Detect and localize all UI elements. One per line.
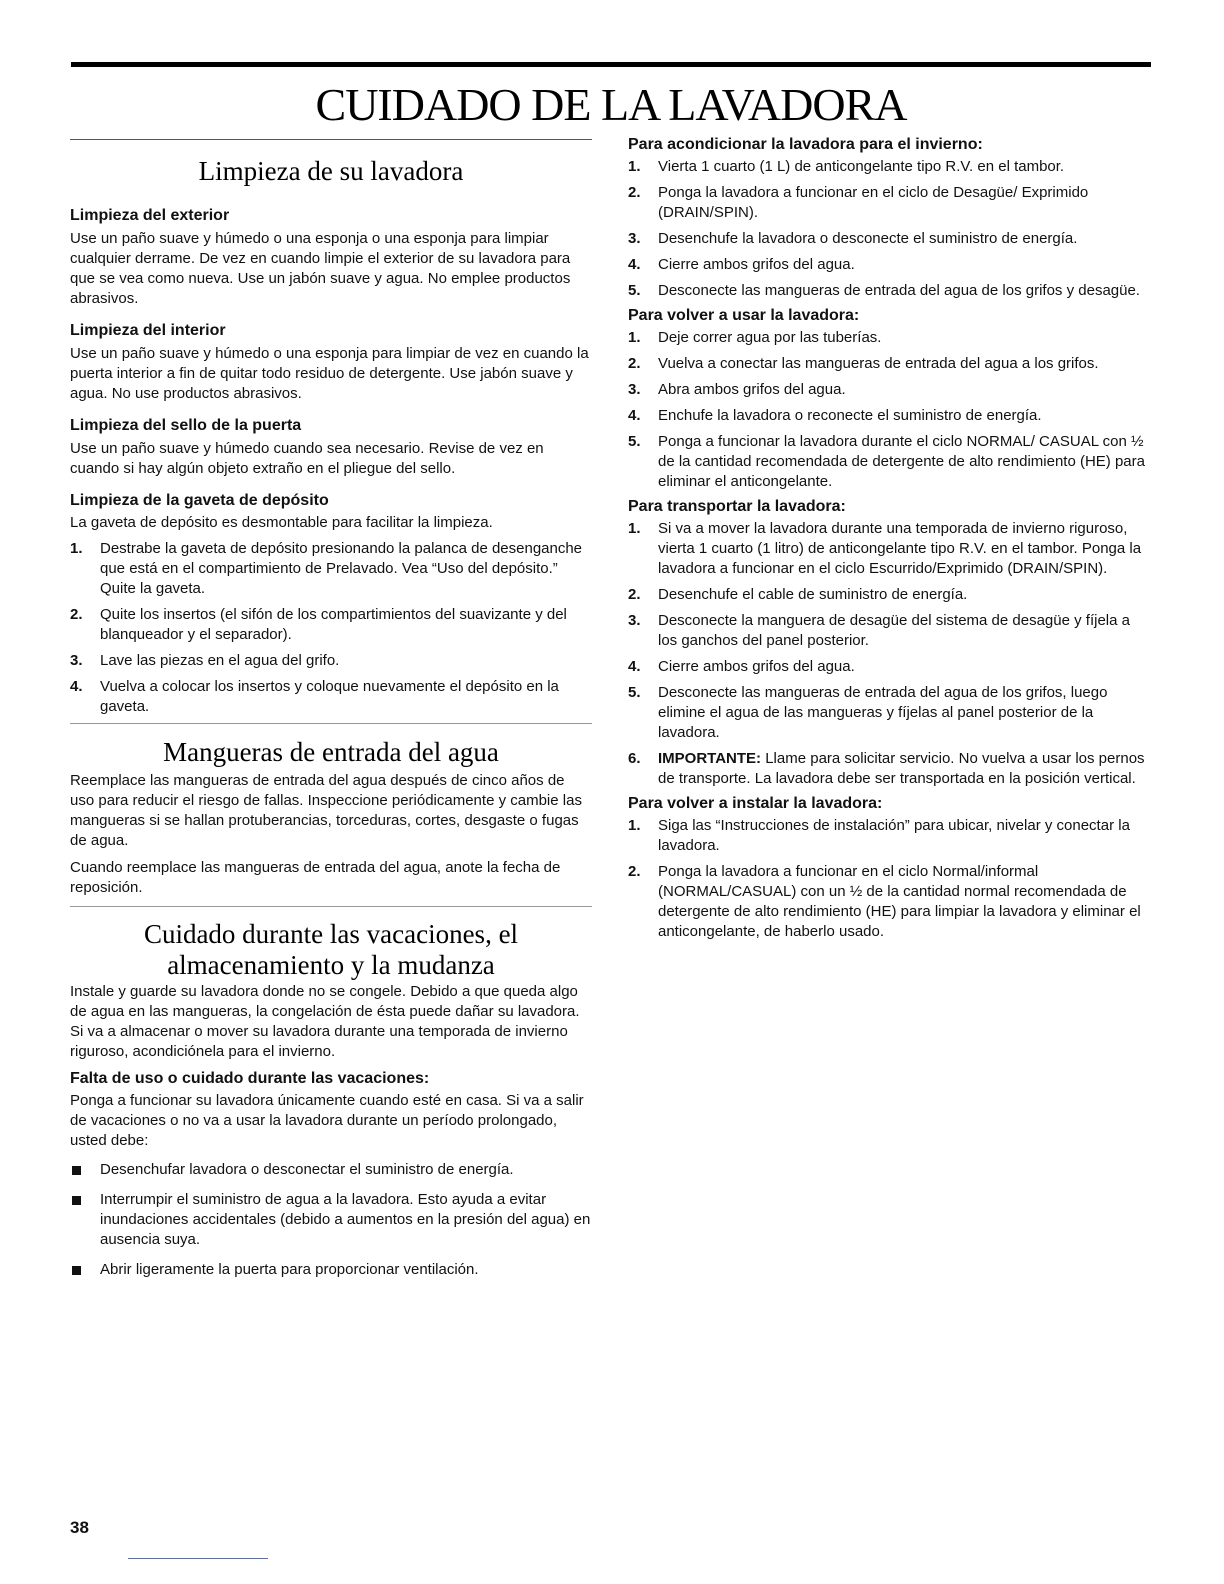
text-sello: Use un paño suave y húmedo cuando sea necesario. Revise de vez en cuando si hay algún objeto extraño en el pliegue del sello. <box>70 440 544 477</box>
list-item: 5. Ponga a funcionar la lavadora durante el ciclo NORMAL/ CASUAL con ½ de la cantidad recomendada de detergente de alto rendimiento (HE) para eliminar el anticongelante. <box>628 433 1145 490</box>
section-divider <box>70 139 592 140</box>
list-item: 2. Desenchufe el cable de suministro de energía. <box>628 586 968 603</box>
heading-transportar: Para transportar la lavadora: <box>628 498 846 515</box>
list-item: Desenchufar lavadora o desconectar el suministro de energía. <box>70 1160 592 1180</box>
list-item: Interrumpir el suministro de agua a la lavadora. Esto ayuda a evitar inundaciones accidentales (debido a aumentos en la presión del agua) en ausencia suya. <box>70 1190 592 1250</box>
invierno-steps <box>628 157 1150 301</box>
section-title-vacaciones: Cuidado durante las vacaciones, el almacenamiento y la mudanza <box>143 919 519 980</box>
section-title-limpieza: Limpieza de su lavadora <box>198 156 464 186</box>
section-divider <box>70 723 592 724</box>
list-item: 2. Ponga la lavadora a funcionar en el ciclo Normal/informal (NORMAL/CASUAL) con un ½ de la cantidad normal recomendada de detergente de alto rendimiento (HE) para limpiar la lavadora y eliminar el anticongelante, de haberlo usado. <box>628 863 1141 940</box>
footer-link-line <box>128 1558 268 1559</box>
list-item: 3. Lave las piezas en el agua del grifo. <box>70 652 340 669</box>
list-item: 2. Ponga la lavadora a funcionar en el ciclo de Desagüe/ Exprimido (DRAIN/SPIN). <box>628 184 1089 221</box>
page-title: CUIDADO DE LA LAVADORA <box>315 79 907 130</box>
left-column <box>70 132 592 1290</box>
list-item: 3. Abra ambos grifos del agua. <box>628 381 846 398</box>
falta-uso-bullets <box>70 1160 592 1280</box>
list-item: 4. Enchufe la lavadora o reconecte el suministro de energía. <box>628 407 1042 424</box>
heading-gaveta: Limpieza de la gaveta de depósito <box>70 492 329 509</box>
text-mangueras-2: Cuando reemplace las mangueras de entrada del agua, anote la fecha de reposición. <box>70 859 561 896</box>
text-vacaciones: Instale y guarde su lavadora donde no se congele. Debido a que queda algo de agua en las mangueras, la congelación de ésta puede dañar su lavadora. Si va a almacenar o mover su lavadora durante una temporada de invierno riguroso, acondiciónela para el invierno. <box>70 983 580 1060</box>
heading-interior: Limpieza del interior <box>70 322 226 339</box>
text-falta-uso: Ponga a funcionar su lavadora únicamente cuando esté en casa. Si va a salir de vacaciones o no va a usar la lavadora durante un período prolongado, usted debe: <box>70 1092 584 1149</box>
bullet-square-icon <box>72 1196 81 1205</box>
section-title-mangueras: Mangueras de entrada del agua <box>163 737 499 767</box>
list-item: 3. Desconecte la manguera de desagüe del sistema de desagüe y fíjela a los ganchos del panel posterior. <box>628 612 1130 649</box>
gaveta-steps <box>70 539 592 717</box>
bullet-square-icon <box>72 1166 81 1175</box>
list-item: 4. Cierre ambos grifos del agua. <box>628 658 855 675</box>
list-item: 2. Quite los insertos (el sifón de los compartimientos del suavizante y del blanqueador y el separador). <box>70 606 567 643</box>
list-item: 3. Desenchufe la lavadora o desconecte el suministro de energía. <box>628 230 1078 247</box>
heading-exterior: Limpieza del exterior <box>70 207 230 224</box>
top-rule <box>71 62 1151 67</box>
section-divider <box>70 906 592 907</box>
right-column <box>628 134 1150 948</box>
list-item: 5. Desconecte las mangueras de entrada del agua de los grifos y desagüe. <box>628 282 1140 299</box>
list-item: 1. Destrabe la gaveta de depósito presionando la palanca de desenganche que está en el compartimiento de Prelavado. Vea “Uso del depósito.” Quite la gaveta. <box>70 540 583 597</box>
list-item: 2. Vuelva a conectar las mangueras de entrada del agua a los grifos. <box>628 355 1099 372</box>
text-gaveta: La gaveta de depósito es desmontable para facilitar la limpieza. <box>70 514 493 531</box>
heading-reinstalar: Para volver a instalar la lavadora: <box>628 795 883 812</box>
heading-invierno: Para acondicionar la lavadora para el invierno: <box>628 136 983 153</box>
heading-sello: Limpieza del sello de la puerta <box>70 417 302 434</box>
list-item: 4. Vuelva a colocar los insertos y coloque nuevamente el depósito en la gaveta. <box>70 678 559 715</box>
page-number: 38 <box>70 1518 89 1537</box>
text-mangueras-1: Reemplace las mangueras de entrada del agua después de cinco años de uso para reducir el riesgo de fallas. Inspeccione periódicamente y cambie las mangueras si se hallan protuberancias, torceduras, cortes, desgaste o fugas de agua. <box>70 772 582 849</box>
heading-falta-uso: Falta de uso o cuidado durante las vacaciones: <box>70 1070 430 1087</box>
list-item: 6. IMPORTANTE: Llame para solicitar servicio. No vuelva a usar los pernos de transporte. La lavadora debe ser transportada en la posición vertical. <box>628 750 1145 787</box>
list-item: Abrir ligeramente la puerta para proporcionar ventilación. <box>70 1260 592 1280</box>
list-item: 1. Siga las “Instrucciones de instalación” para ubicar, nivelar y conectar la lavadora. <box>628 817 1130 854</box>
volver-usar-steps <box>628 328 1150 492</box>
heading-volver-usar: Para volver a usar la lavadora: <box>628 307 860 324</box>
list-item: 1. Deje correr agua por las tuberías. <box>628 329 882 346</box>
list-item: 1. Si va a mover la lavadora durante una temporada de invierno riguroso, vierta 1 cuarto (1 litro) de anticongelante tipo R.V. en el tambor. Ponga la lavadora a funcionar en el ciclo Escurrido/Exprimido (DRAIN/SPIN). <box>628 520 1142 577</box>
text-exterior: Use un paño suave y húmedo o una esponja o una esponja para limpiar cualquier derrame. De vez en cuando limpie el exterior de su lavadora para que se vea como nueva. Use un jabón suave y agua. No emplee productos abrasivos. <box>70 230 571 307</box>
transportar-steps <box>628 519 1150 789</box>
list-item: 5. Desconecte las mangueras de entrada del agua de los grifos, luego elimine el agua de las mangueras y fíjelas al panel posterior de la lavadora. <box>628 684 1108 741</box>
reinstalar-steps <box>628 816 1150 942</box>
list-item: 1. Vierta 1 cuarto (1 L) de anticongelante tipo R.V. en el tambor. <box>628 158 1065 175</box>
bullet-square-icon <box>72 1266 81 1275</box>
list-item: 4. Cierre ambos grifos del agua. <box>628 256 855 273</box>
text-interior: Use un paño suave y húmedo o una esponja para limpiar de vez en cuando la puerta interior a fin de quitar todo residuo de detergente. Use jabón suave y agua. No use productos abrasivos. <box>70 345 589 402</box>
